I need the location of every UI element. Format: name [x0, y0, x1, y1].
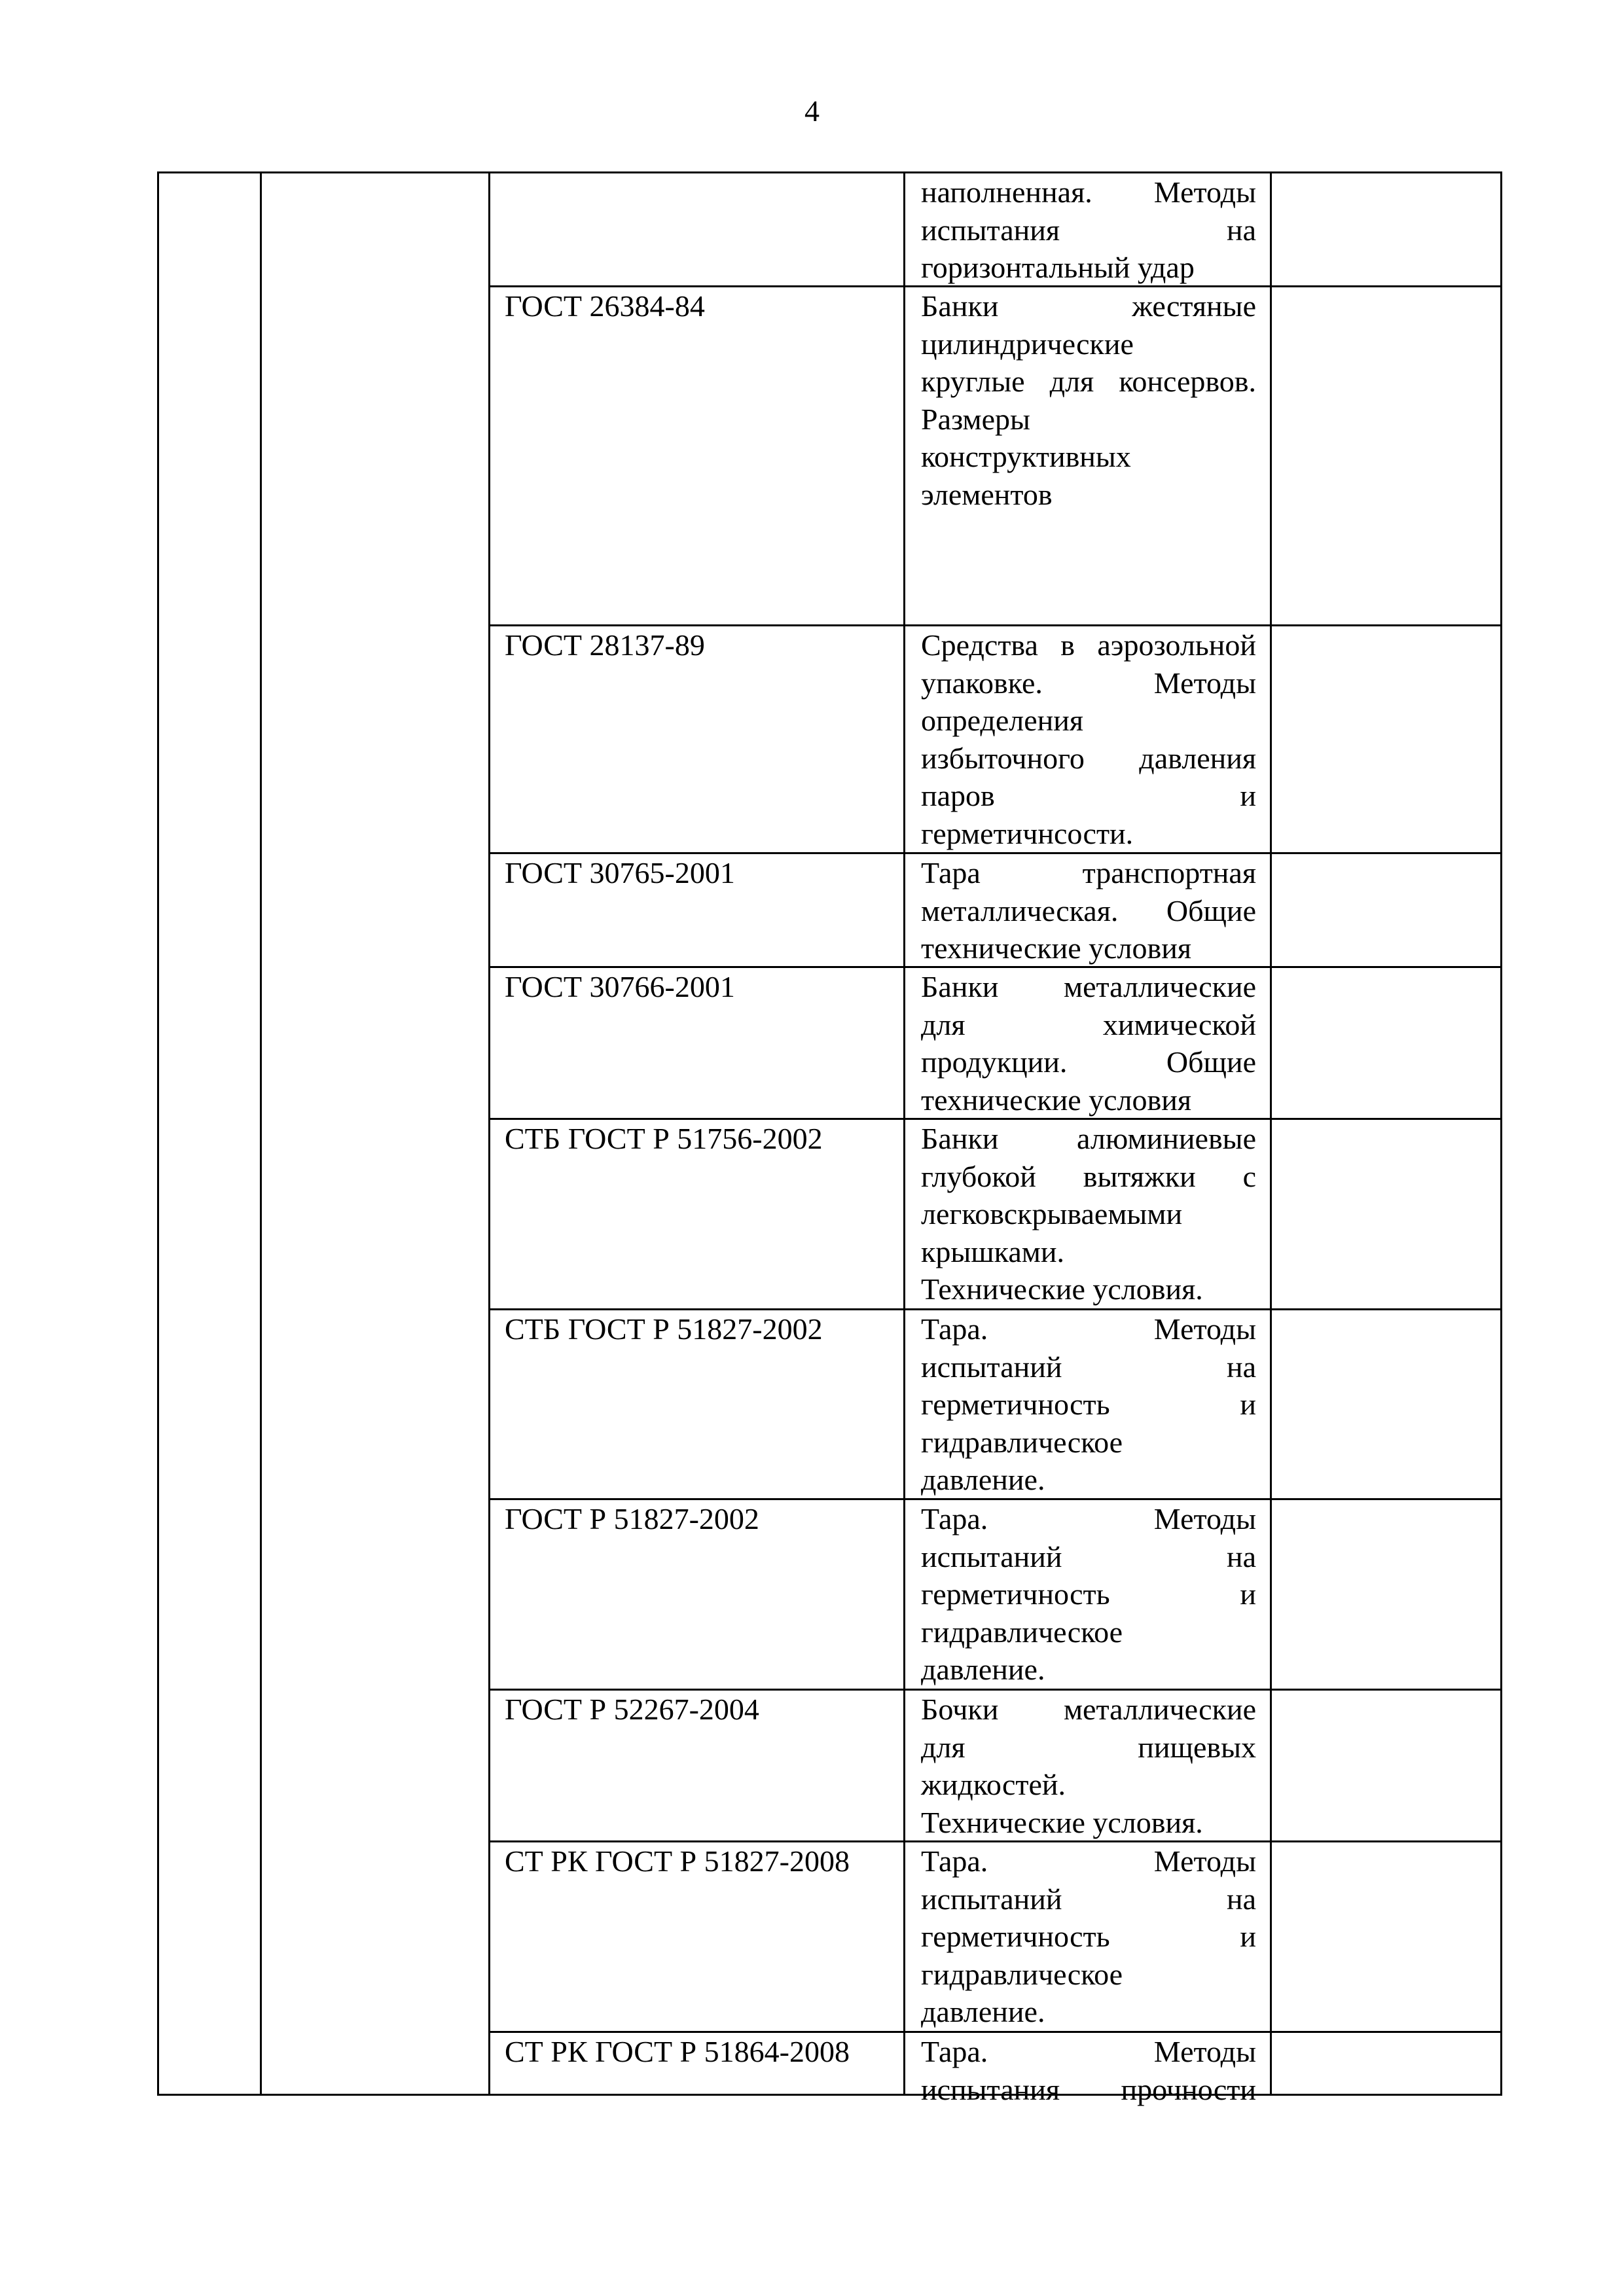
table-row	[490, 1310, 1502, 1500]
standard-title	[921, 1500, 1256, 1689]
title-line: гидравлическое	[921, 1957, 1123, 1991]
standard-title	[921, 626, 1256, 852]
title-line: глубокой вытяжки с	[921, 1159, 1256, 1193]
standards-table	[157, 171, 1502, 2106]
table-row	[490, 1842, 1502, 2033]
title-line: Тара. Методы	[921, 1844, 1256, 1878]
title-line: круглые для консервов.	[921, 365, 1256, 398]
title-line: для пищевых	[921, 1730, 1256, 1764]
table-row	[490, 1120, 1502, 1310]
standard-title	[921, 1691, 1256, 1841]
column-divider-1	[260, 173, 262, 2094]
title-line: герметичность и	[921, 1577, 1256, 1611]
title-line: упаковке. Методы	[921, 666, 1256, 700]
title-line: гидравлическое	[921, 1425, 1123, 1459]
title-line: Банки жестяные	[921, 289, 1256, 323]
title-line: испытания прочности	[921, 2072, 1256, 2106]
title-line: определения	[921, 704, 1084, 737]
standard-title	[921, 968, 1256, 1119]
title-line: Средства в аэрозольной	[921, 628, 1256, 662]
title-line: давление.	[921, 1463, 1045, 1496]
title-line: паров и	[921, 779, 1256, 812]
title-line: Тара. Методы	[921, 1502, 1256, 1535]
title-line: Технические условия.	[921, 1805, 1203, 1839]
title-line: герметичность и	[921, 1920, 1256, 1953]
standard-code: СТ РК ГОСТ Р 51864-2008	[505, 2035, 850, 2068]
title-line: элементов	[921, 477, 1053, 511]
title-line: легковскрываемыми	[921, 1197, 1183, 1230]
standard-title	[921, 854, 1256, 967]
title-line: Технические условия.	[921, 1272, 1203, 1306]
title-line: цилиндрические	[921, 327, 1134, 361]
title-line: герметичнсости.	[921, 816, 1134, 850]
title-line: испытания на	[921, 213, 1256, 247]
standard-title	[921, 1120, 1256, 1308]
standard-code: СТБ ГОСТ Р 51756-2002	[505, 1122, 823, 1155]
standard-code: ГОСТ Р 52267-2004	[505, 1693, 759, 1726]
title-line: герметичность и	[921, 1388, 1256, 1421]
standard-code: СТ РК ГОСТ Р 51827-2008	[505, 1844, 850, 1878]
title-line: Бочки металлические	[921, 1693, 1256, 1726]
title-line: жидкостей.	[921, 1768, 1066, 1801]
title-line: наполненная. Методы	[921, 175, 1256, 209]
title-line: Банки металлические	[921, 970, 1256, 1003]
title-line: Тара. Методы	[921, 1312, 1256, 1346]
standard-title	[921, 2033, 1256, 2108]
title-line: избыточного давления	[921, 741, 1256, 775]
title-line: конструктивных	[921, 440, 1131, 473]
title-line: горизонтальный удар	[921, 251, 1195, 284]
title-line: для химической	[921, 1007, 1256, 1041]
title-line: металлическая. Общие	[921, 893, 1256, 927]
title-line: Размеры	[921, 402, 1030, 436]
page-number: 4	[804, 94, 820, 128]
standard-title	[921, 287, 1256, 513]
title-line: гидравлическое	[921, 1615, 1123, 1649]
standard-title	[921, 173, 1256, 287]
title-line: испытаний на	[921, 1539, 1256, 1573]
table-row	[490, 626, 1502, 854]
title-line: давление.	[921, 1653, 1045, 1686]
table-row	[490, 854, 1502, 968]
standard-title	[921, 1842, 1256, 2031]
table-row	[490, 287, 1502, 626]
standard-code: ГОСТ Р 51827-2002	[505, 1502, 759, 1535]
table-row	[490, 1500, 1502, 1691]
title-line: давление.	[921, 1995, 1045, 2028]
title-line: технические условия	[921, 1083, 1192, 1117]
standard-code: ГОСТ 30766-2001	[505, 970, 735, 1003]
title-line: продукции. Общие	[921, 1045, 1256, 1079]
table-row	[490, 173, 1502, 287]
title-line: технические условия	[921, 931, 1192, 965]
table-row	[490, 968, 1502, 1120]
title-line: Банки алюминиевые	[921, 1122, 1256, 1155]
title-line: испытаний на	[921, 1350, 1256, 1384]
standard-code: СТБ ГОСТ Р 51827-2002	[505, 1312, 823, 1346]
title-line: испытаний на	[921, 1882, 1256, 1916]
title-line: Тара транспортная	[921, 856, 1256, 889]
standard-code: ГОСТ 30765-2001	[505, 856, 735, 889]
standard-code: ГОСТ 26384-84	[505, 289, 705, 323]
title-line: Тара. Методы	[921, 2035, 1256, 2068]
standard-title	[921, 1310, 1256, 1499]
title-line: крышками.	[921, 1234, 1064, 1268]
table-row	[490, 2033, 1502, 2106]
standard-code: ГОСТ 28137-89	[505, 628, 705, 662]
table-row	[490, 1691, 1502, 1842]
